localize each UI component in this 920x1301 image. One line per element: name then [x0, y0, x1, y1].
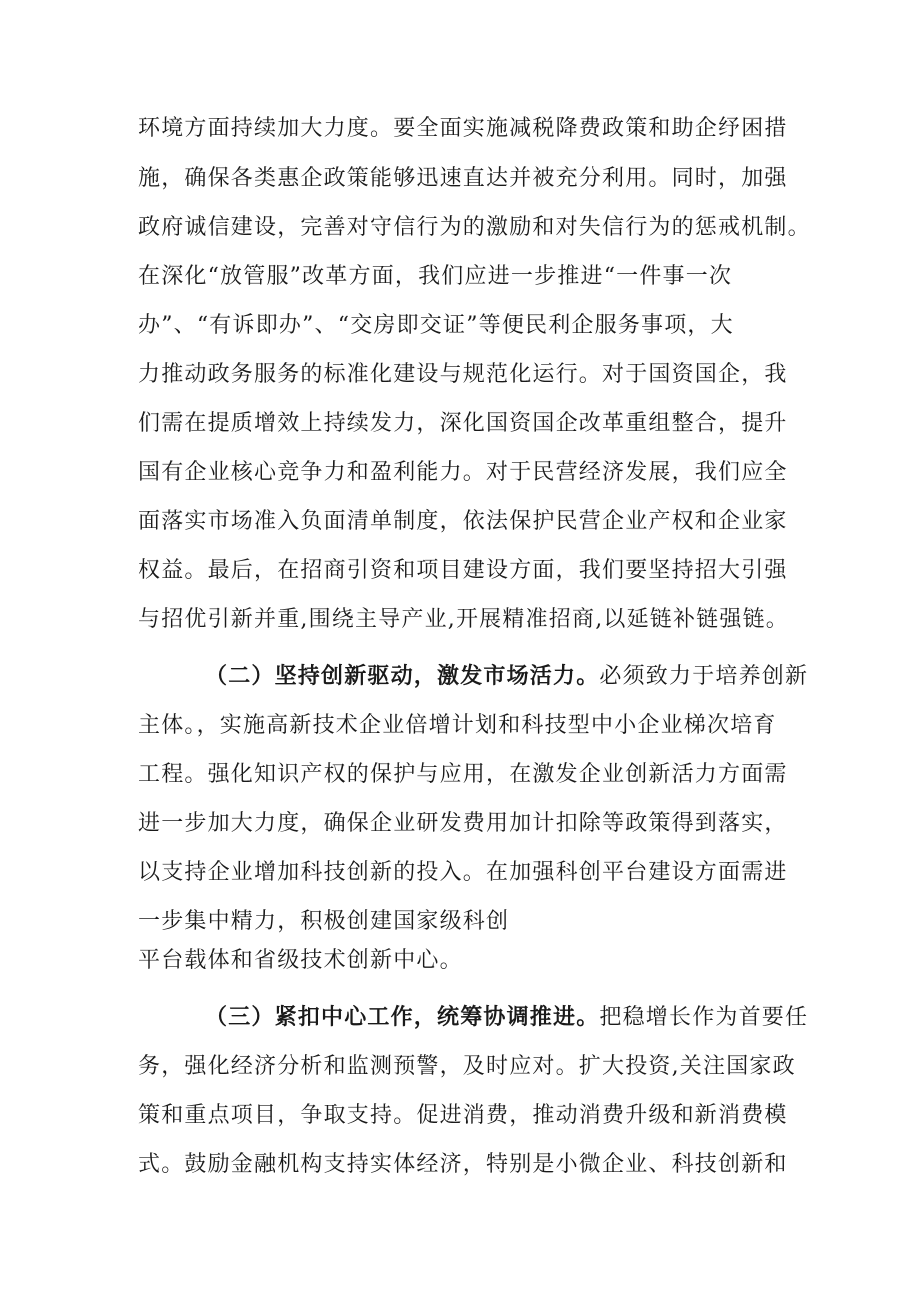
- paragraph-line: 主体。，实施高新技术企业倍增计划和科技型中小企业梯次培育: [138, 713, 777, 738]
- paragraph-line: 面落实市场准入负面清单制度，依法保护民营企业产权和企业家: [138, 509, 788, 534]
- section-3-first-line-text: 把稳增长作为首要任: [599, 1005, 809, 1030]
- section-3-heading: （三）紧扣中心工作，统筹协调推进。: [205, 1005, 600, 1030]
- paragraph-line: 以支持企业增加科技创新的投入。在加强科创平台建设方面需进: [138, 860, 788, 885]
- paragraph-line: 与招优引新并重,围绕主导产业,开展精准招商,以延链补链强链。: [138, 607, 789, 632]
- paragraph-line: 办”、“有诉即办”、“交房即交证”等便民利企服务事项，大: [138, 313, 734, 338]
- paragraph-line: 在深化“放管服”改革方面，我们应进一步推进“一件事一次: [138, 264, 733, 289]
- section-2-first-line: [205, 662, 808, 692]
- paragraph-line: 式。鼓励金融机构支持实体经济，特别是小微企业、科技创新和: [138, 1152, 788, 1177]
- paragraph-line: 权益。最后，在招商引资和项目建设方面，我们要坚持招大引强: [138, 558, 788, 583]
- paragraph-line: 们需在提质增效上持续发力，深化国资国企改革重组整合，提升: [138, 411, 788, 436]
- paragraph-line: 施，确保各类惠企政策能够迅速直达并被充分利用。同时，加强: [138, 166, 788, 191]
- paragraph-line: 政府诚信建设，完善对守信行为的激励和对失信行为的惩戒机制。: [138, 215, 811, 240]
- paragraph-line: 工程。强化知识产权的保护与应用，在激发企业创新活力方面需: [138, 762, 788, 787]
- paragraph-line: 国有企业核心竞争力和盈利能力。对于民营经济发展，我们应全: [138, 460, 788, 485]
- section-2-heading: （二）坚持创新驱动，激发市场活力。: [205, 664, 600, 689]
- section-3-first-line: [205, 1003, 808, 1033]
- paragraph-line: 务，强化经济分析和监测预警，及时应对。扩大投资,关注国家政: [138, 1054, 796, 1079]
- paragraph-line: 策和重点项目，争取支持。促进消费，推动消费升级和新消费模: [138, 1103, 788, 1128]
- section-2-first-line-text: 必须致力于培养创新: [599, 664, 809, 689]
- paragraph-line: 进一步加大力度，确保企业研发费用加计扣除等政策得到落实，: [138, 811, 788, 836]
- paragraph-line: 环境方面持续加大力度。要全面实施减税降费政策和助企纾困措: [138, 116, 788, 141]
- paragraph-line: 平台载体和省级技术创新中心。: [138, 948, 463, 973]
- paragraph-line: 力推动政务服务的标准化建设与规范化运行。对于国资国企，我: [138, 362, 788, 387]
- paragraph-line: 一步集中精力，积极创建国家级科创: [138, 909, 510, 934]
